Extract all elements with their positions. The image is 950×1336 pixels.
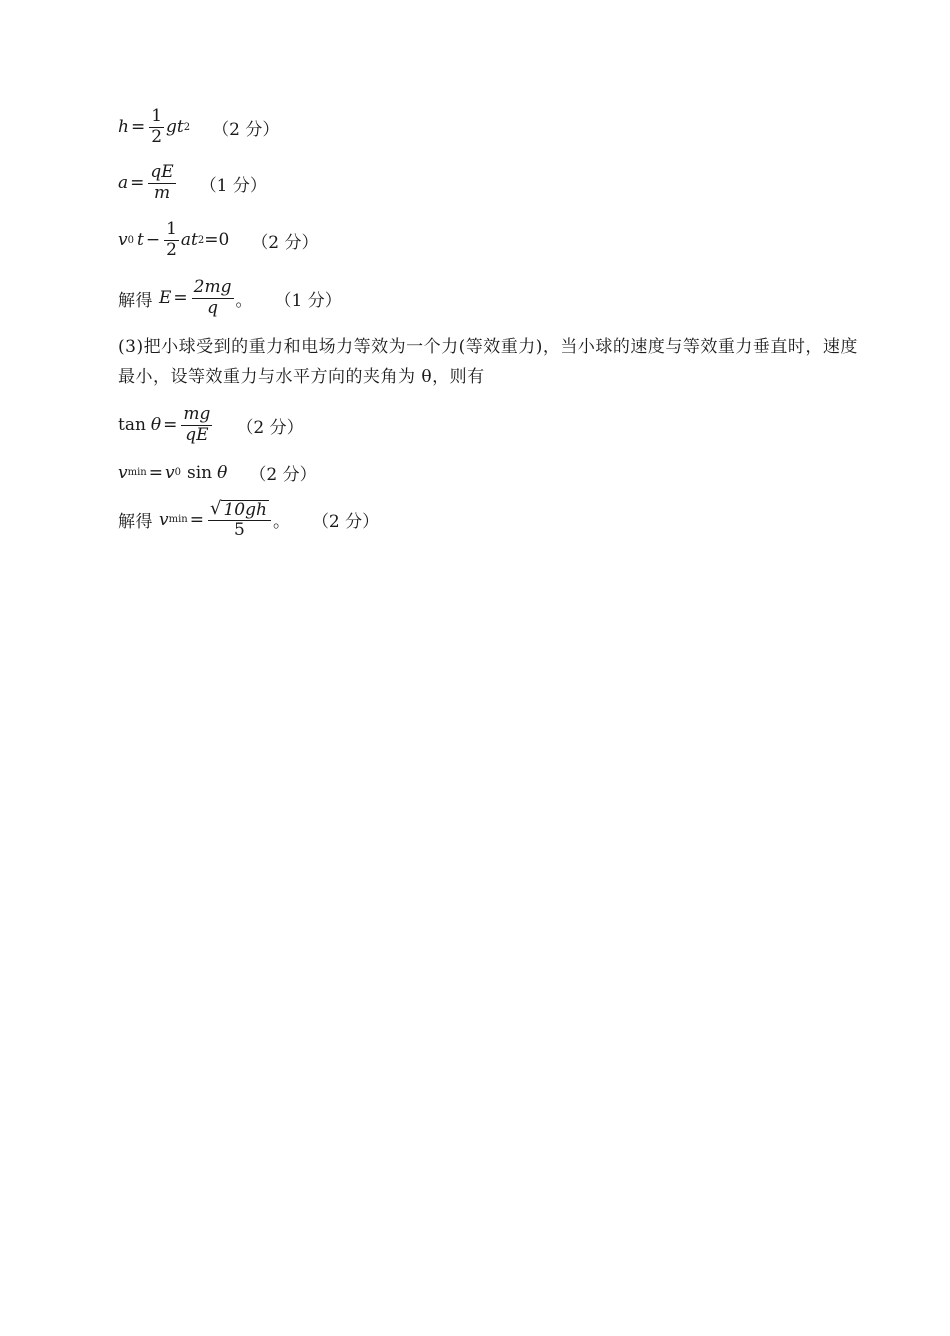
symbol-v0: v bbox=[164, 462, 175, 483]
score-label: （1 分） bbox=[274, 290, 342, 311]
symbol-h: h bbox=[118, 117, 129, 138]
subscript-0: 0 bbox=[174, 467, 181, 478]
period: 。 bbox=[235, 290, 253, 311]
radical-sign-icon: √ bbox=[209, 498, 222, 519]
numerator bbox=[208, 500, 271, 521]
equals-zero: =0 bbox=[204, 230, 230, 251]
symbol-v: v bbox=[118, 230, 128, 251]
fraction-2mg-over-q bbox=[192, 279, 234, 318]
solve-prefix: 解得 bbox=[118, 512, 153, 533]
period: 。 bbox=[272, 512, 290, 533]
term-at: at bbox=[180, 230, 198, 251]
denominator: qE bbox=[185, 424, 209, 445]
numerator: mg bbox=[183, 404, 211, 424]
fraction-qe-over-m bbox=[148, 164, 175, 203]
exponent: 2 bbox=[183, 121, 191, 133]
denominator: m bbox=[153, 182, 171, 203]
result-vmin bbox=[118, 500, 379, 540]
numerator: 1 bbox=[166, 219, 177, 239]
fraction-one-half bbox=[164, 221, 179, 260]
fraction-one-half bbox=[149, 108, 164, 147]
equals: = bbox=[173, 288, 188, 309]
symbol-a: a bbox=[118, 173, 129, 194]
fraction-mg-over-qe bbox=[181, 406, 212, 445]
symbol-v: v bbox=[159, 509, 169, 530]
exponent: 2 bbox=[197, 234, 205, 246]
score-label: （2 分） bbox=[236, 417, 304, 438]
score-label: （2 分） bbox=[251, 232, 319, 253]
score-label: （1 分） bbox=[199, 175, 267, 196]
explanation-paragraph: (3)把小球受到的重力和电场力等效为一个力(等效重力)，当小球的速度与等效重力垂直时，速度最小，设等效重力与水平方向的夹角为 θ，则有 bbox=[118, 337, 858, 387]
denominator: 2 bbox=[166, 239, 177, 260]
equals: = bbox=[130, 117, 146, 138]
denominator: 5 bbox=[234, 520, 245, 540]
equation-h bbox=[118, 108, 279, 147]
equals: = bbox=[148, 462, 163, 483]
symbol-t: t bbox=[136, 230, 144, 251]
tan-function: tan bbox=[118, 415, 146, 436]
equals: = bbox=[189, 509, 204, 530]
score-label: （2 分） bbox=[249, 465, 317, 485]
square-root bbox=[210, 500, 269, 519]
solve-prefix: 解得 bbox=[118, 290, 153, 311]
symbol-theta: θ bbox=[217, 462, 228, 483]
numerator: 2mg bbox=[193, 277, 232, 297]
numerator: 1 bbox=[151, 106, 163, 126]
result-e bbox=[118, 279, 342, 318]
equation-motion bbox=[118, 221, 319, 260]
minus: − bbox=[145, 230, 161, 251]
symbol-theta: θ bbox=[150, 415, 162, 436]
score-label: （2 分） bbox=[212, 119, 280, 140]
equals: = bbox=[163, 415, 178, 436]
equation-a bbox=[118, 164, 267, 203]
equation-tan bbox=[118, 406, 304, 445]
score-label: （2 分） bbox=[311, 512, 380, 533]
radicand: 10gh bbox=[223, 500, 267, 520]
subscript-0: 0 bbox=[127, 234, 134, 246]
symbol-e: E bbox=[159, 288, 172, 309]
subscript-min: min bbox=[168, 514, 188, 526]
subscript-min: min bbox=[127, 467, 147, 478]
sin-function: sin bbox=[186, 462, 213, 483]
equation-vmin bbox=[118, 460, 317, 485]
denominator: q bbox=[207, 297, 219, 318]
denominator: 2 bbox=[151, 126, 163, 147]
term-gt: gt bbox=[166, 117, 184, 138]
fraction-sqrt-over-5 bbox=[208, 500, 271, 540]
symbol-v: v bbox=[118, 462, 128, 483]
equals: = bbox=[130, 173, 145, 194]
numerator: qE bbox=[150, 162, 174, 182]
